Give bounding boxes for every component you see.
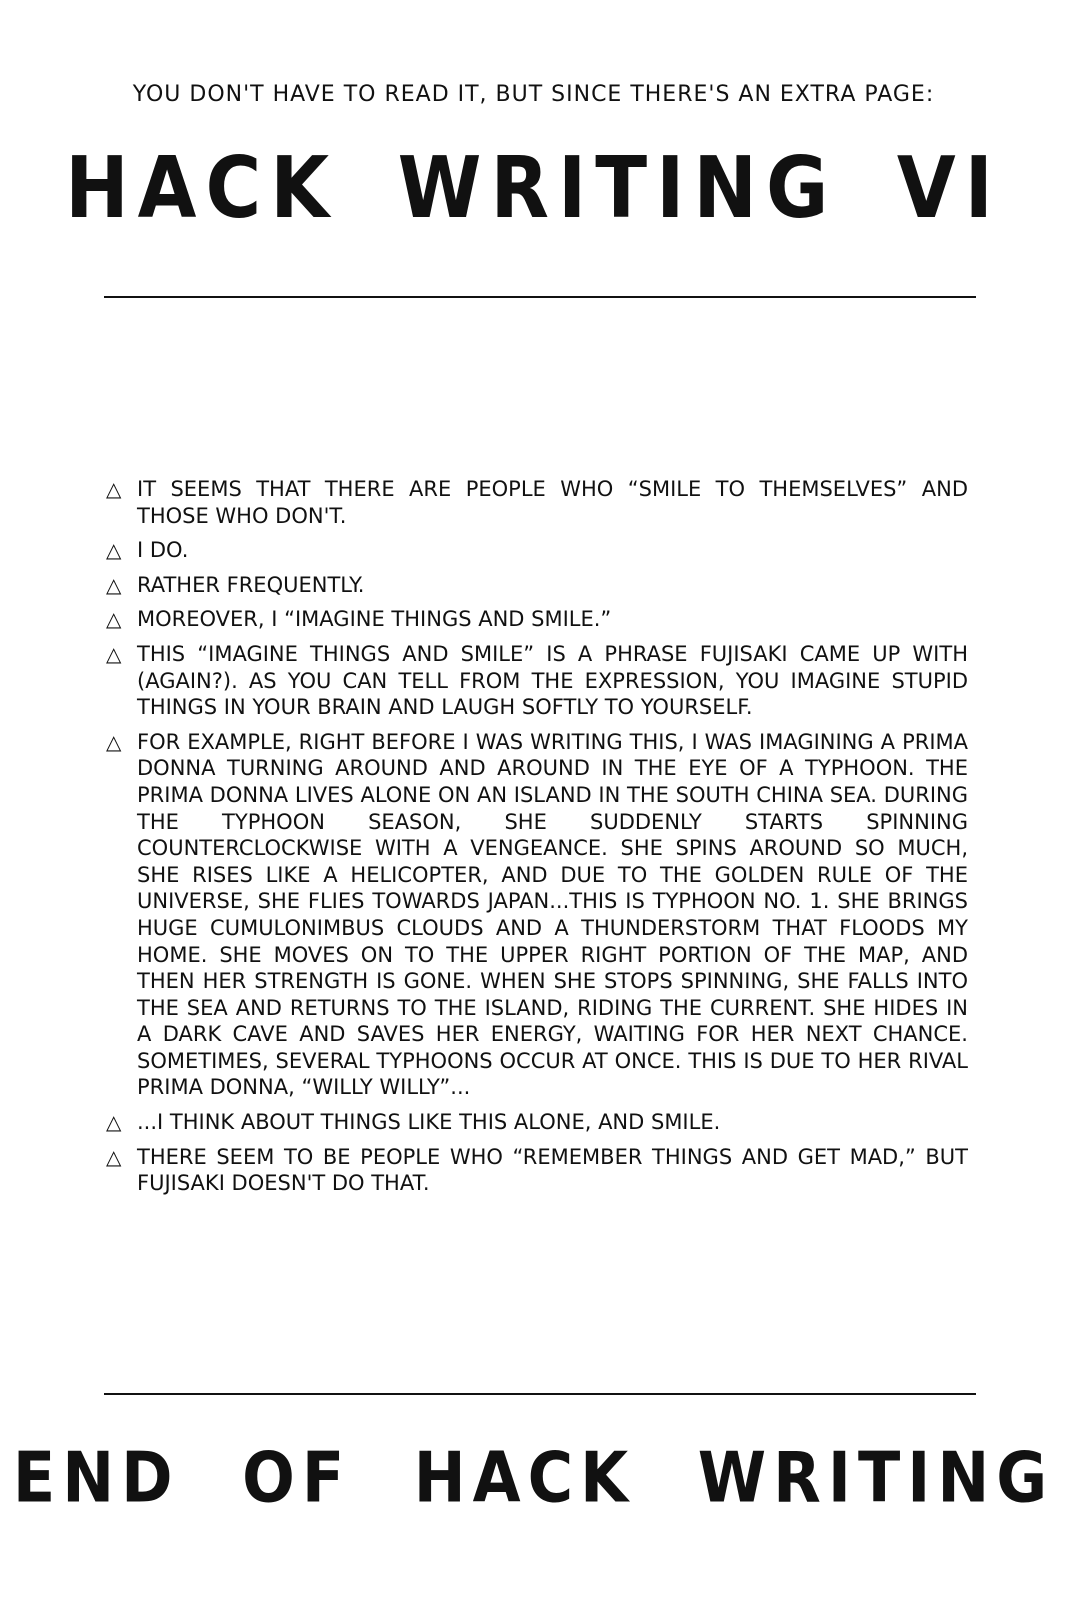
triangle-bullet-icon: △ <box>106 641 122 666</box>
end-title: END OF HACK WRITING <box>12 1436 1055 1519</box>
bottom-divider <box>104 1393 976 1395</box>
note-text: THIS “IMAGINE THINGS AND SMILE” IS A PHRASE FUJISAKI CAME UP WITH (AGAIN?). AS YOU CAN TELL FROM THE EXPRESSION, YOU IMAGINE STUPID THINGS IN YOUR BRAIN AND LAUGH SOFTLY TO YOURSELF. <box>137 641 968 720</box>
triangle-bullet-icon: △ <box>106 477 122 501</box>
triangle-bullet-icon: △ <box>106 538 122 563</box>
note-item <box>106 729 968 1101</box>
triangle-bullet-icon: △ <box>106 729 122 754</box>
note-text: FOR EXAMPLE, RIGHT BEFORE I WAS WRITING THIS, I WAS IMAGINING A PRIMA DONNA TURNING AROUND AND AROUND IN THE EYE OF A TYPHOON. THE PRIMA DONNA LIVES ALONE ON AN ISLAND IN THE SOUTH CHINA SEA. DURING THE TYPHOON SEASON, SHE SUDDENLY STARTS SPINNING COUNTERCLOCKWISE WITH A VENGEANCE. SHE SPINS AROUND SO MUCH, SHE RISES LIKE A HELICOPTER, AND DUE TO THE GOLDEN RULE OF THE UNIVERSE, SHE FLIES TOWARDS JAPAN...THIS IS TYPHOON NO. 1. SHE BRINGS HUGE CUMULONIMBUS CLOUDS AND A THUNDERSTORM THAT FLOODS MY HOME. SHE MOVES ON TO THE UPPER RIGHT PORTION OF THE MAP, AND THEN HER STRENGTH IS GONE. WHEN SHE STOPS SPINNING, SHE FALLS INTO THE SEA AND RETURNS TO THE ISLAND, RIDING THE CURRENT. SHE HIDES IN A DARK CAVE AND SAVES HER ENERGY, WAITING FOR HER NEXT CHANCE. SOMETIMES, SEVERAL TYPHOONS OCCUR AT ONCE. THIS IS DUE TO HER RIVAL PRIMA DONNA, “WILLY WILLY”... <box>137 729 968 1100</box>
note-item <box>106 606 968 633</box>
top-divider <box>104 296 976 298</box>
note-item <box>106 1144 968 1197</box>
page-subtitle: YOU DON'T HAVE TO READ IT, BUT SINCE THERE'S AN EXTRA PAGE: <box>132 82 935 107</box>
note-text: IT SEEMS THAT THERE ARE PEOPLE WHO “SMILE TO THEMSELVES” AND THOSE WHO DON'T. <box>137 477 968 528</box>
note-text: THERE SEEM TO BE PEOPLE WHO “REMEMBER THINGS AND GET MAD,” BUT FUJISAKI DOESN'T DO THAT. <box>137 1144 968 1196</box>
triangle-bullet-icon: △ <box>106 1110 122 1135</box>
triangle-bullet-icon: △ <box>106 607 122 632</box>
note-item <box>106 572 968 599</box>
notes-list <box>106 476 968 1205</box>
triangle-bullet-icon: △ <box>106 572 122 597</box>
triangle-bullet-icon: △ <box>106 1144 122 1169</box>
note-text: MOREOVER, I “IMAGINE THINGS AND SMILE.” <box>137 607 612 632</box>
note-text: I DO. <box>137 538 189 563</box>
note-text: ...I THINK ABOUT THINGS LIKE THIS ALONE, AND SMILE. <box>137 1110 721 1135</box>
note-text: RATHER FREQUENTLY. <box>137 572 365 597</box>
note-item <box>106 641 968 721</box>
note-item <box>106 476 968 529</box>
note-item <box>106 1109 968 1136</box>
note-item <box>106 537 968 564</box>
page-title: HACK WRITING VI <box>65 137 1002 238</box>
